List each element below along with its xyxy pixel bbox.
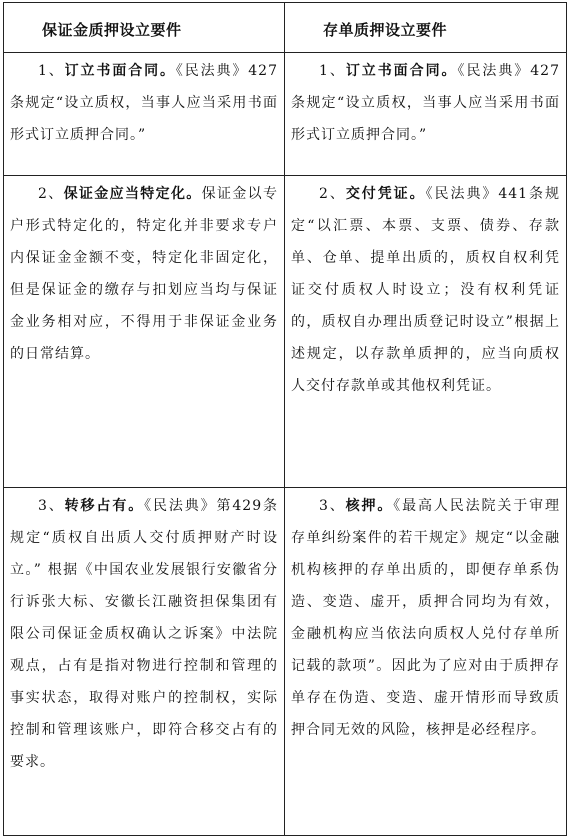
paragraph	[10, 55, 278, 151]
cell-right	[285, 488, 567, 836]
item-number: 3、	[38, 498, 65, 514]
header-row	[4, 3, 567, 53]
header-left: 保证金质押设立要件	[4, 3, 285, 53]
cell-left	[4, 176, 285, 488]
cell-right	[285, 176, 567, 488]
cell-left	[4, 53, 285, 176]
item-number: 3、	[319, 498, 346, 514]
item-number: 2、	[38, 186, 64, 202]
table-row	[4, 488, 567, 836]
table-row	[4, 53, 567, 176]
table-row	[4, 176, 567, 488]
cell-left	[4, 488, 285, 836]
item-text: 《最高人民法院关于审理存单纠纷案件的若干规定》规定“以金融机构核押的存单出质的，即便存单系伪造、变造、虚开，质押合同均为有效，金融机构应当依法向质权人兑付存单所记载的款项”。因此为了应对由于质押存单存在伪造、变造、虚开情形而导致质押合同无效的风险，核押是必经程序。	[291, 498, 560, 738]
item-number: 1、	[38, 63, 65, 79]
item-heading: 交付凭证。	[345, 186, 426, 202]
item-text: 《民法典》427条规定“设立质权，当事人应当采用书面形式订立质押合同。”	[291, 63, 560, 143]
paragraph	[10, 490, 278, 778]
item-heading: 订立书面合同。	[64, 63, 176, 79]
item-text: 《民法典》第429条规定“质权自出质人交付质押财产时设立。” 根据《中国农业发展银行安徽省分行诉张大标、安徽长江融资担保集团有限公司保证金质权确认之诉案》中法院观点，占有是指对物进行控制和管理的事实状态，取得对账户的控制权，实际控制和管理该账户，即符合移交占有的要求。	[10, 498, 278, 770]
item-number: 1、	[319, 63, 346, 79]
item-heading: 核押。	[345, 498, 394, 514]
paragraph	[291, 55, 560, 151]
item-text: 《民法典》427条规定“设立质权，当事人应当采用书面形式订立质押合同。”	[10, 63, 278, 143]
item-heading: 保证金应当特定化。	[63, 186, 202, 202]
item-text: 保证金以专户形式特定化的，特定化并非要求专户内保证金金额不变，特定化非固定化，但是保证金的缴存与扣划应当均与保证金业务相对应，不得用于非保证金业务的日常结算。	[10, 186, 278, 362]
item-number: 2、	[319, 186, 346, 202]
header-right: 存单质押设立要件	[285, 3, 567, 53]
paragraph	[291, 490, 560, 746]
comparison-table	[3, 2, 567, 836]
item-heading: 订立书面合同。	[345, 63, 458, 79]
item-text: 《民法典》441条规定“以汇票、本票、支票、债券、存款单、仓单、提单出质的，质权自权利凭证交付质权人时设立；没有权利凭证的，质权自办理出质登记时设立”根据上述规定，以存款单质押的，应当向质权人交付存款单或其他权利凭证。	[291, 186, 560, 394]
paragraph	[10, 178, 278, 370]
cell-right	[285, 53, 567, 176]
paragraph	[291, 178, 560, 402]
item-heading: 转移占有。	[64, 498, 145, 514]
